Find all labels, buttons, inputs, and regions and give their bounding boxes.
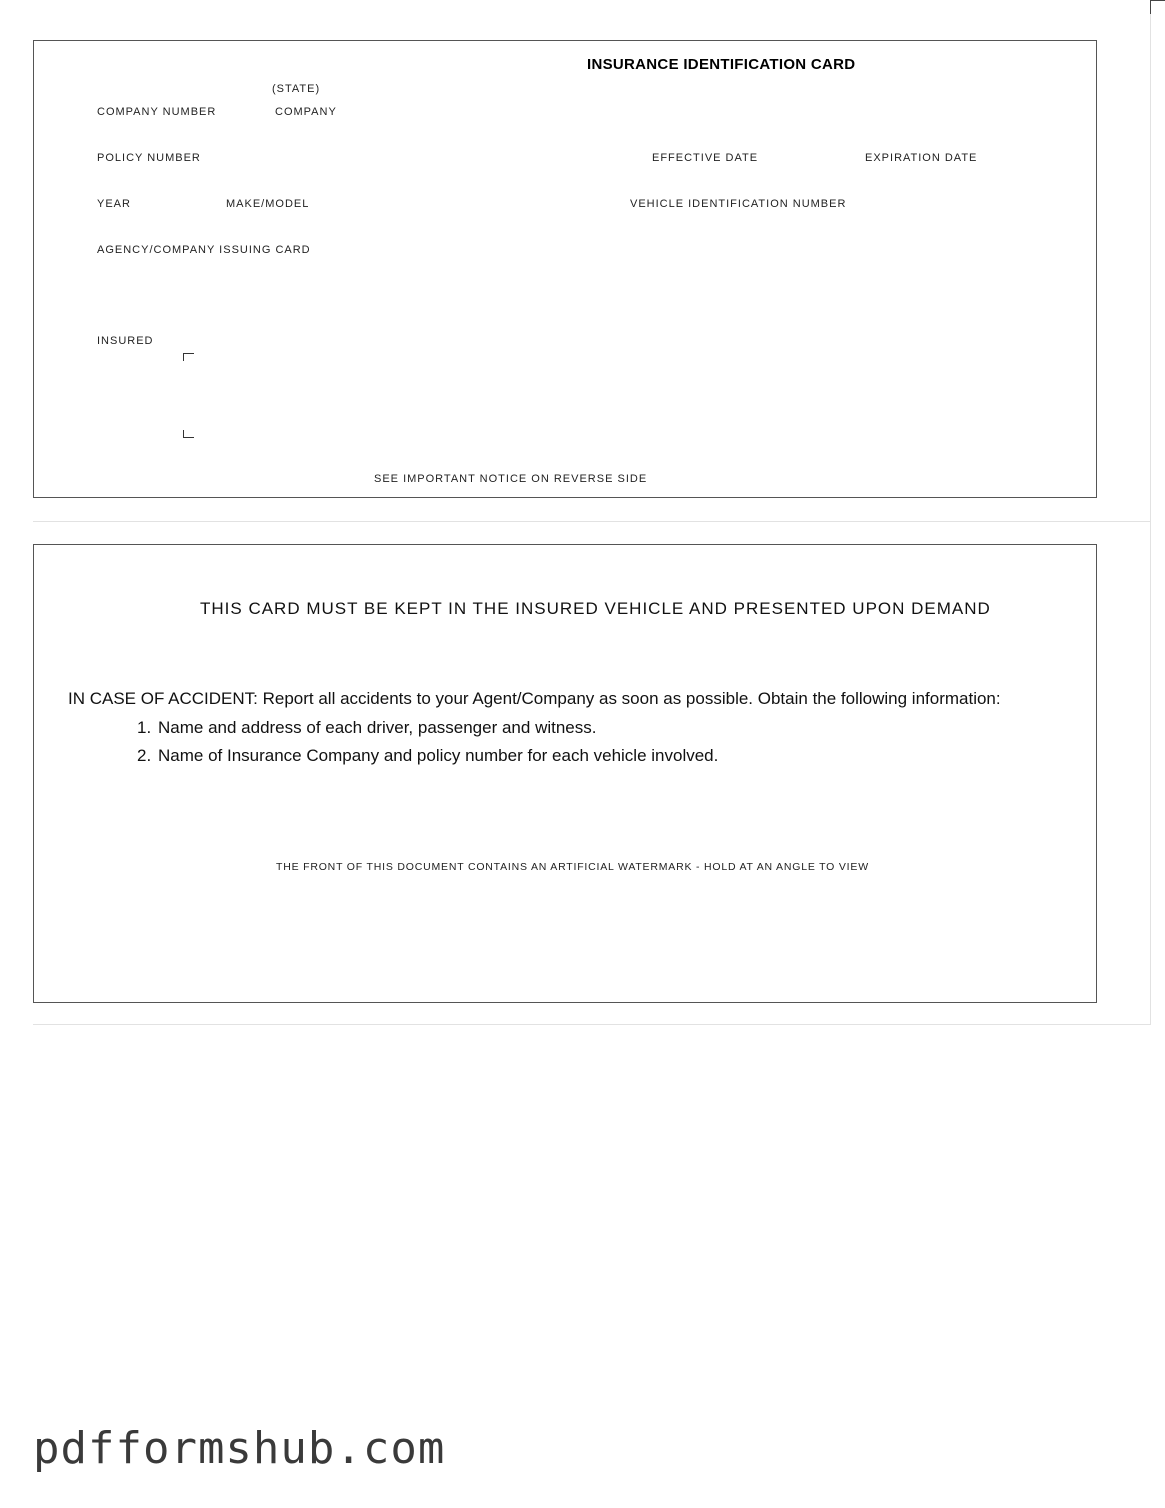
- list-item-number: 1.: [137, 718, 152, 737]
- policy-number-label: POLICY NUMBER: [97, 152, 201, 164]
- list-item: Name of Insurance Company and policy number for each vehicle involved.: [158, 746, 719, 765]
- company-number-label: COMPANY NUMBER: [97, 106, 217, 118]
- card-title: INSURANCE IDENTIFICATION CARD: [587, 56, 856, 73]
- state-label: (STATE): [272, 83, 321, 95]
- page-corner-mark: [1150, 0, 1165, 14]
- make-model-label: MAKE/MODEL: [226, 198, 310, 210]
- company-label: COMPANY: [275, 106, 337, 118]
- effective-date-label: EFFECTIVE DATE: [652, 152, 759, 164]
- list-item-number: 2.: [137, 746, 152, 765]
- accident-instructions: IN CASE OF ACCIDENT: Report all accidents to your Agent/Company as soon as possible. Obtain the following information:: [68, 689, 1001, 708]
- separator-line-bottom: [33, 1024, 1150, 1025]
- address-window-top-bracket: [183, 353, 194, 361]
- insured-label: INSURED: [97, 335, 154, 347]
- address-window-bottom-bracket: [183, 430, 194, 438]
- right-edge-line: [1150, 14, 1151, 1025]
- site-watermark: pdfformshub.com: [33, 1423, 446, 1474]
- list-item: Name and address of each driver, passenger and witness.: [158, 718, 597, 737]
- watermark-notice: THE FRONT OF THIS DOCUMENT CONTAINS AN ARTIFICIAL WATERMARK - HOLD AT AN ANGLE TO VIEW: [276, 861, 869, 873]
- agency-label: AGENCY/COMPANY ISSUING CARD: [97, 244, 311, 256]
- separator-line-top: [33, 521, 1150, 522]
- year-label: YEAR: [97, 198, 131, 210]
- vin-label: VEHICLE IDENTIFICATION NUMBER: [630, 198, 847, 210]
- reverse-side-notice: SEE IMPORTANT NOTICE ON REVERSE SIDE: [374, 473, 648, 485]
- keep-card-headline: THIS CARD MUST BE KEPT IN THE INSURED VEHICLE AND PRESENTED UPON DEMAND: [200, 599, 991, 618]
- expiration-date-label: EXPIRATION DATE: [865, 152, 978, 164]
